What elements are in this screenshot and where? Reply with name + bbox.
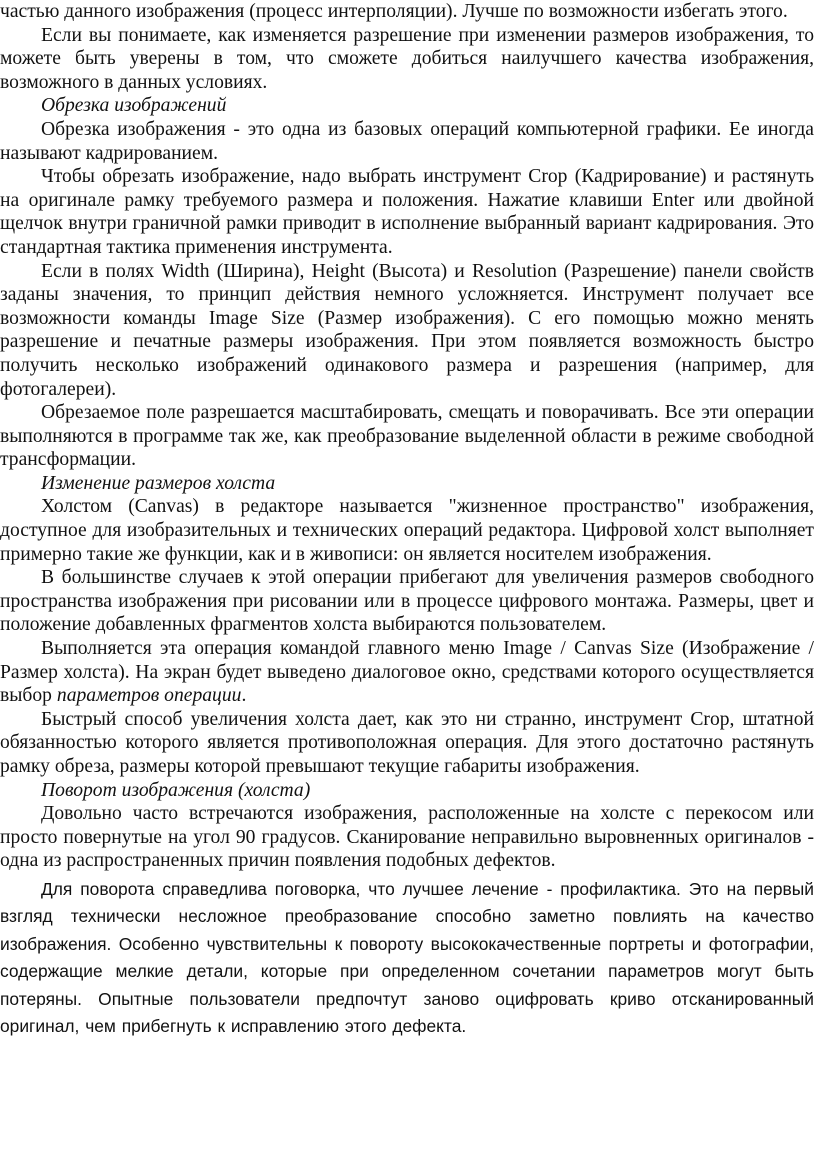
paragraph-canvas-crop: Быстрый способ увеличения холста дает, как это ни странно, инструмент Crop, штатной обязанностью которого является противоположная операция. Для этого достаточно растянуть рамку обреза, размеры которой превышают текущие габариты изображения. xyxy=(0,708,814,777)
paragraph-rotation-intro: Довольно часто встречаются изображения, расположенные на холсте с перекосом или просто повернутые на угол 90 градусов. Сканирование неправильно выровненных оригиналов - одна из распространенных причин появления подобных дефектов. xyxy=(0,803,814,872)
paragraph-crop-transform: Обрезаемое поле разрешается масштабировать, смещать и поворачивать. Все эти операции выполняются в программе так же, как преобразование выделенной области в режиме свободной трансформации. xyxy=(0,402,814,471)
section-heading-canvas-size: Изменение размеров холста xyxy=(41,472,276,494)
paragraph-canvas-definition: Холстом (Canvas) в редакторе называется "жизненное пространство" изображения, доступное для изобразительных и технических операций редактора. Цифровой холст выполняет примерно такие же функции, как и в живописи: он является носителем изображения. xyxy=(0,496,814,565)
paragraph-crop-tool: Чтобы обрезать изображение, надо выбрать инструмент Crop (Кадрирование) и растянуть на оригинале рамку требуемого размера и положения. Нажатие клавиши Enter или двойной щелчок внутри граничной рамки приводит в исполнение выбранный вариант кадрирования. Это стандартная тактика применения инструмента. xyxy=(0,166,814,258)
paragraph-intro-continuation: частью данного изображения (процесс интерполяции). Лучше по возможности избегать этого. xyxy=(0,1,788,22)
paragraph-resolution: Если вы понимаете, как изменяется разрешение при изменении размеров изображения, то можете быть уверены в том, что сможете добиться наилучшего качества изображения, возможного в данных условиях. xyxy=(0,24,814,93)
paragraph-crop-fields: Если в полях Width (Ширина), Height (Высота) и Resolution (Разрешение) панели свойств заданы значения, то принцип действия немного усложняется. Инструмент получает все возможности команды Image Size (Размер изображения). С его помощью можно менять разрешение и печатные размеры изображения. При этом появляется возможность быстро получить несколько изображений одинакового размера и разрешения (например, для фотогалереи). xyxy=(0,260,814,400)
section-heading-rotation: Поворот изображения (холста) xyxy=(41,779,311,801)
paragraph-canvas-usage: В большинстве случаев к этой операции прибегают для увеличения размеров свободного пространства изображения при рисовании или в процессе цифрового монтажа. Размеры, цвет и положение добавленных фрагментов холста выбираются пользователем. xyxy=(0,567,814,636)
section-heading-crop: Обрезка изображений xyxy=(41,95,227,117)
paragraph-canvas-command-text: Выполняется эта операция командой главного меню Image / Canvas Size (Изображение / Размер холста). На экран будет выведено диалоговое окно, средствами которого осуществляется выбор xyxy=(0,638,814,707)
paragraph-canvas-command xyxy=(0,637,814,708)
paragraph-canvas-command-end: . xyxy=(241,685,247,707)
paragraph-canvas-command-emphasis: параметров операции xyxy=(56,685,242,707)
paragraph-rotation-advice: Для поворота справедлива поговорка, что лучшее лечение - профилактика. Это на первый взгляд технически несложное преобразование способно заметно повлиять на качество изображения. Особенно чувствительны к повороту высококачественные портреты и фотографии, содержащие мелкие детали, которые при определенном сочетании параметров могут быть потеряны. Опытные пользователи предпочтут заново оцифровать криво отсканированный оригинал, чем прибегнуть к исправлению этого дефекта. xyxy=(0,878,814,1036)
paragraph-crop-definition: Обрезка изображения - это одна из базовых операций компьютерной графики. Ее иногда называют кадрированием. xyxy=(0,118,814,164)
